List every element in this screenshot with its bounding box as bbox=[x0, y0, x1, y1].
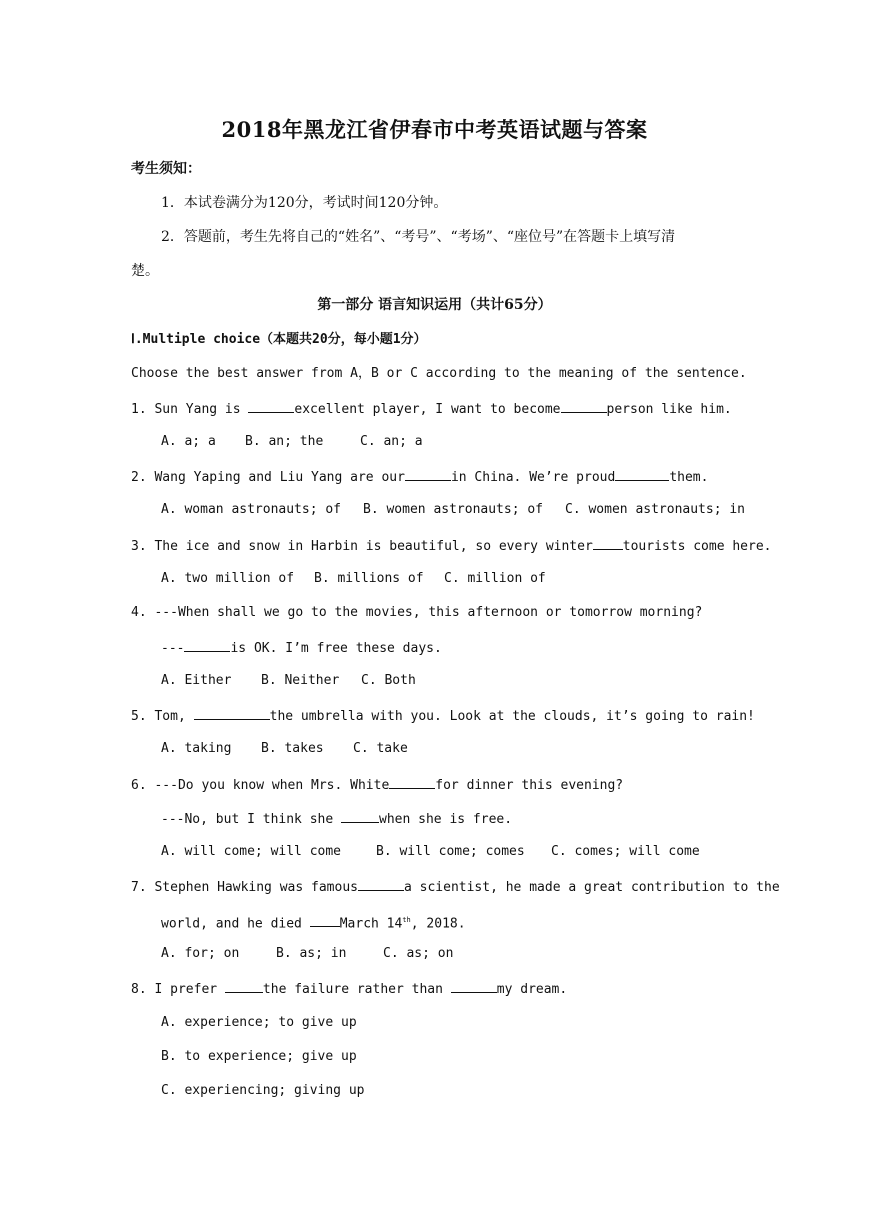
q3-option-b: B. millions of bbox=[314, 571, 424, 586]
q1-option-c: C. an; a bbox=[360, 434, 423, 449]
q4-option-c: C. Both bbox=[361, 673, 416, 688]
q1-text-b: excellent player, I want to become bbox=[294, 402, 561, 417]
q8-text-b: the failure rather than bbox=[262, 982, 451, 997]
q1-blank-2 bbox=[561, 399, 607, 413]
q6-reply bbox=[161, 809, 512, 829]
notice-item-2: 2．答题前，考生先将自己的“姓名”、“考号”、“考场”、“座位号”在答题卡上填写清 bbox=[161, 229, 676, 245]
q1-text-a: 1. Sun Yang is bbox=[131, 402, 249, 417]
q5-blank-1 bbox=[194, 706, 270, 720]
q2-text-a: 2. Wang Yaping and Liu Yang are our bbox=[131, 470, 405, 485]
q6-text-b: for dinner this evening? bbox=[435, 778, 624, 793]
question-5 bbox=[131, 706, 755, 726]
document-title: 2018年黑龙江省伊春市中考英语试题与答案 bbox=[221, 117, 648, 142]
q6-text-a: 6. ---Do you know when Mrs. White bbox=[131, 778, 390, 793]
question-2 bbox=[131, 467, 708, 487]
q3-option-a: A. two million of bbox=[161, 571, 295, 586]
q4-text-b: is OK. I’m free these days. bbox=[230, 641, 442, 656]
q6-options bbox=[161, 843, 700, 861]
question-8 bbox=[131, 979, 567, 999]
q6-text-d: when she is free. bbox=[379, 812, 513, 827]
q7-blank-1 bbox=[358, 877, 404, 891]
question-4: 4. ---When shall we go to the movies, this afternoon or tomorrow morning? bbox=[131, 605, 703, 620]
q8-text-a: 8. I prefer bbox=[131, 982, 225, 997]
q5-options bbox=[161, 740, 408, 758]
q3-text-b: tourists come here. bbox=[622, 539, 772, 554]
q7-text-d: March 14 bbox=[339, 916, 403, 932]
q4-text-a: --- bbox=[161, 641, 185, 656]
q3-blank-1 bbox=[593, 536, 623, 550]
q4-options bbox=[161, 672, 416, 690]
q3-option-c: C. million of bbox=[444, 571, 546, 586]
q1-option-b: B. an; the bbox=[245, 434, 324, 449]
q6-blank-2 bbox=[341, 809, 379, 823]
q8-blank-1 bbox=[225, 979, 263, 993]
q2-options bbox=[161, 501, 745, 519]
q8-text-c: my dream. bbox=[496, 982, 568, 997]
q6-option-c: C. comes; will come bbox=[551, 844, 700, 859]
q4-blank-1 bbox=[184, 638, 230, 652]
q7-text-a: 7. Stephen Hawking was famous bbox=[131, 880, 358, 895]
q7-option-b: B. as; in bbox=[276, 946, 347, 961]
q6-option-b: B. will come; comes bbox=[376, 844, 525, 859]
question-6 bbox=[131, 775, 623, 795]
q7-continuation bbox=[161, 911, 466, 933]
q1-text-c: person like him. bbox=[606, 402, 732, 417]
q1-option-a: A. a; a bbox=[161, 434, 216, 449]
section-instruction: Choose the best answer from A，B or C according to the meaning of the sentence. bbox=[131, 366, 747, 381]
notice-item-2-cont: 楚。 bbox=[131, 263, 159, 279]
q2-blank-2 bbox=[615, 467, 669, 481]
q6-blank-1 bbox=[389, 775, 435, 789]
q2-option-c: C. women astronauts; in bbox=[565, 502, 746, 517]
q2-option-a: A. woman astronauts; of bbox=[161, 502, 342, 517]
q1-blank-1 bbox=[248, 399, 294, 413]
q6-text-c: ---No, but I think she bbox=[161, 812, 342, 827]
q7-option-c: C. as; on bbox=[383, 946, 454, 961]
q5-option-b: B. takes bbox=[261, 741, 324, 756]
q3-text-a: 3. The ice and snow in Harbin is beautiful, so every winter bbox=[131, 539, 593, 554]
question-1 bbox=[131, 399, 732, 419]
q7-superscript: th bbox=[402, 916, 411, 924]
q5-option-c: C. take bbox=[353, 741, 408, 756]
part-title: 第一部分 语言知识运用（共计65分） bbox=[317, 297, 552, 313]
q5-text-b: the umbrella with you. Look at the clouds, it’s going to rain! bbox=[269, 709, 755, 724]
q5-text-a: 5. Tom, bbox=[131, 709, 194, 724]
q7-text-c: world, and he died bbox=[161, 916, 310, 932]
q2-option-b: B. women astronauts; of bbox=[363, 502, 544, 517]
q4-reply bbox=[161, 638, 442, 658]
q6-option-a: A. will come; will come bbox=[161, 844, 342, 859]
q8-option-c: C. experiencing; giving up bbox=[161, 1083, 365, 1098]
q4-option-a: A. Either bbox=[161, 673, 232, 688]
q8-option-b: B. to experience; give up bbox=[161, 1049, 357, 1064]
notice-heading: 考生须知： bbox=[131, 161, 201, 177]
q7-text-e: , 2018. bbox=[410, 916, 466, 932]
q7-option-a: A. for; on bbox=[161, 946, 240, 961]
q7-options bbox=[161, 945, 453, 963]
q8-option-a: A. experience; to give up bbox=[161, 1015, 357, 1030]
q2-text-b: in China. We’re proud bbox=[450, 470, 616, 485]
section-heading: Ⅰ.Multiple choice（本题共20分，每小题1分） bbox=[131, 332, 427, 347]
q5-option-a: A. taking bbox=[161, 741, 232, 756]
q4-option-b: B. Neither bbox=[261, 673, 340, 688]
q3-options bbox=[161, 570, 546, 588]
q1-options bbox=[161, 433, 423, 451]
q2-blank-1 bbox=[405, 467, 451, 481]
question-3 bbox=[131, 536, 772, 556]
q7-text-b: a scientist, he made a great contribution to the bbox=[403, 880, 780, 895]
q8-blank-2 bbox=[451, 979, 497, 993]
q7-blank-2 bbox=[310, 913, 340, 927]
q2-text-c: them. bbox=[669, 470, 709, 485]
notice-item-1: 1．本试卷满分为120分，考试时间120分钟。 bbox=[161, 195, 448, 211]
question-7 bbox=[131, 877, 780, 897]
